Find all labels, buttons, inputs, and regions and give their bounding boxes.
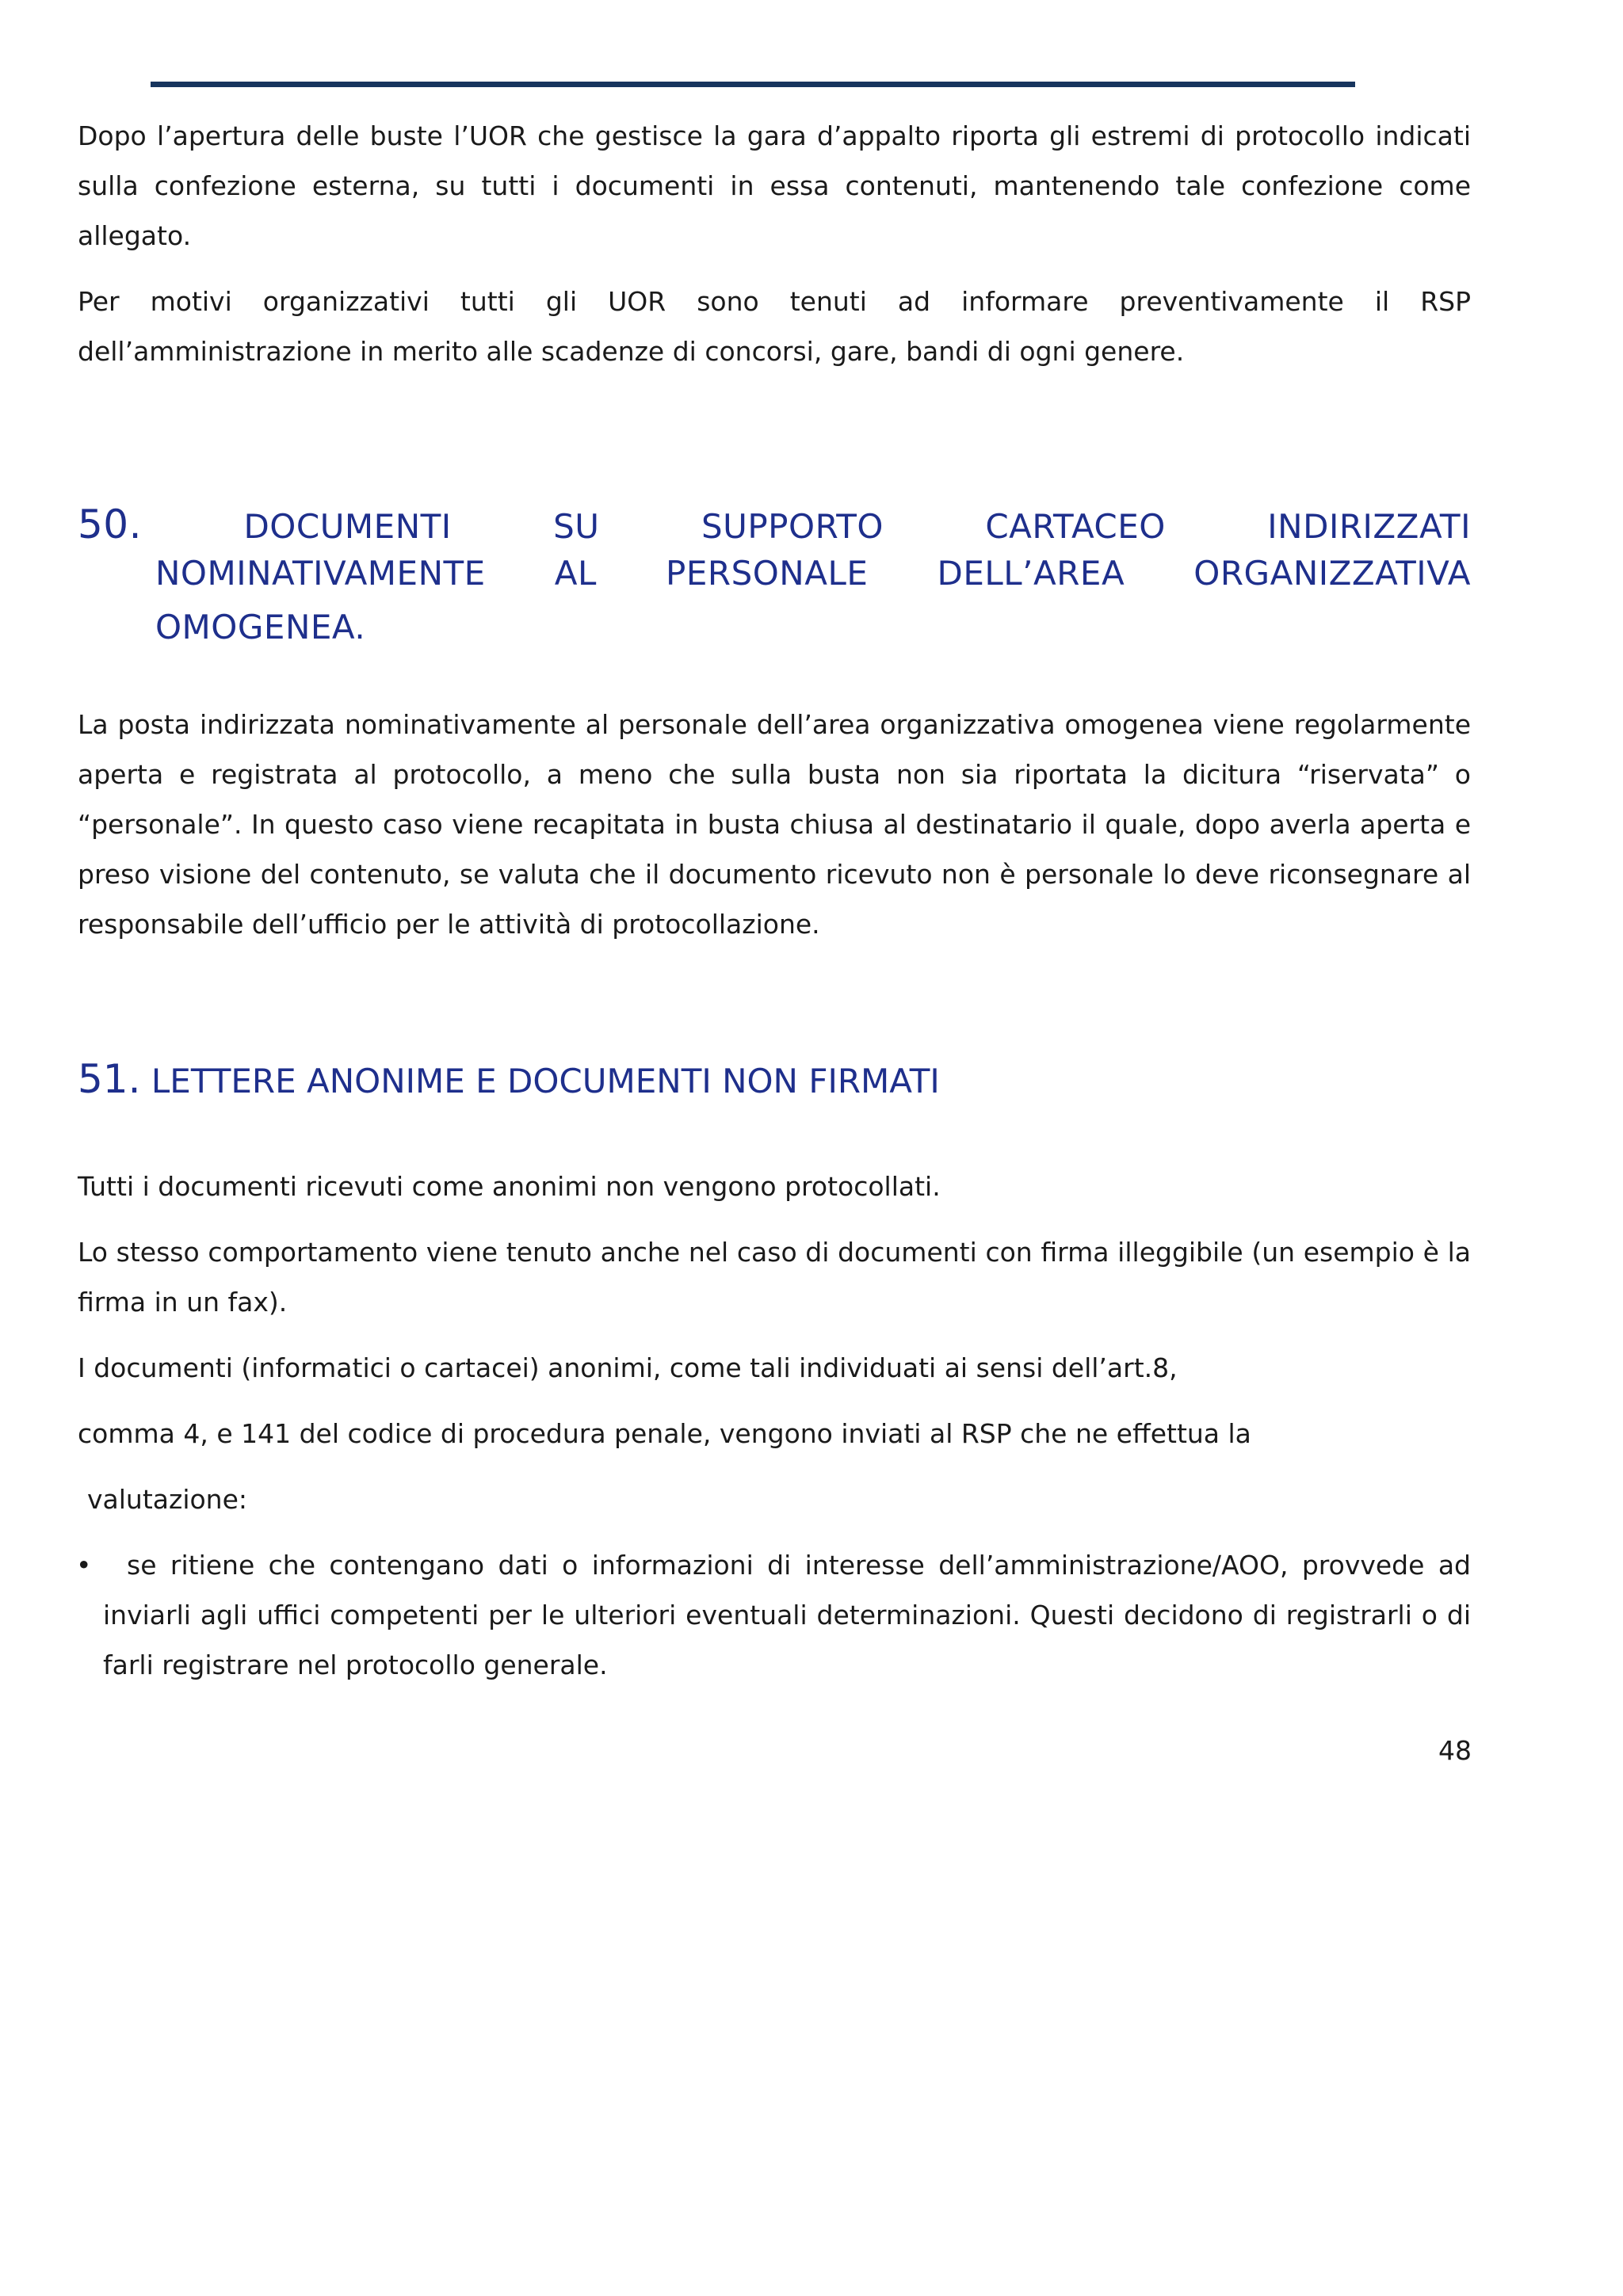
section-50-word: OMOGENEA. — [155, 608, 366, 646]
page-number: 48 — [1438, 1735, 1472, 1766]
section-50-heading-line-2 — [155, 554, 1471, 593]
section-51-paragraph-3: I documenti (informatici o cartacei) anonimi, come tali individuati ai sensi dell’art.8, — [78, 1352, 1178, 1383]
document-body — [78, 111, 1471, 1690]
section-50-word: AL — [554, 554, 597, 593]
section-50-heading — [78, 502, 1471, 668]
section-51-number: 51. — [78, 1056, 141, 1102]
section-51-paragraph-2: Lo stesso comportamento viene tenuto anche nel caso di documenti con firma illeggibile (un esempio è la firma in un fax). — [78, 1237, 1471, 1318]
intro-paragraph-2: Per motivi organizzativi tutti gli UOR sono tenuti ad informare preventivamente il RSP dell’amministrazione in merito alle scadenze di concorsi, gare, bandi di ogni genere. — [78, 286, 1471, 367]
section-51-heading — [78, 1056, 1471, 1102]
section-50-word: INDIRIZZATI — [1267, 507, 1471, 546]
intro-paragraph-1: Dopo l’apertura delle buste l’UOR che gestisce la gara d’appalto riporta gli estremi di protocollo indicati sulla confezione esterna, su tutti i documenti in essa contenuti, mantenendo tale confezione come allegato. — [78, 120, 1471, 251]
top-rule — [151, 82, 1355, 87]
section-51-paragraph-1: Tutti i documenti ricevuti come anonimi non vengono protocollati. — [78, 1171, 941, 1202]
list-item — [78, 1540, 1471, 1690]
section-50-body: La posta indirizzata nominativamente al personale dell’area organizzativa omogenea viene regolarmente aperta e registrata al protocollo, a meno che sulla busta non sia riportata la dicitura “riservata” o “personale”. In questo caso viene recapitata in busta chiusa al destinatario il quale, dopo averla aperta e preso visione del contenuto, se valuta che il documento ricevuto non è personale lo deve riconsegnare al responsabile dell’ufficio per le attività di protocollazione. — [78, 709, 1471, 940]
section-50-heading-line-3 — [155, 608, 365, 646]
list-item-text: se ritiene che contengano dati o informazioni di interesse dell’amministrazione/AOO, provvede ad inviarli agli uffici competenti per le ulteriori eventuali determinazioni. Questi decidono di registrarli o di farli registrare nel protocollo generale. — [103, 1550, 1471, 1680]
section-51-paragraph-5: valutazione: — [87, 1484, 248, 1515]
section-51-paragraph-4: comma 4, e 141 del codice di procedura penale, vengono inviati al RSP che ne effettua la — [78, 1418, 1251, 1449]
section-50-word: SU — [553, 507, 600, 546]
section-50-word: ORGANIZZATIVA — [1193, 554, 1471, 593]
section-50-word: NOMINATIVAMENTE — [155, 554, 486, 593]
bullet-icon: • — [76, 1550, 92, 1581]
section-50-heading-line-1 — [78, 502, 1471, 547]
section-50-word: PERSONALE — [666, 554, 869, 593]
section-50-word: DOCUMENTI — [243, 507, 452, 546]
section-51-title: LETTERE ANONIME E DOCUMENTI NON FIRMATI — [151, 1062, 940, 1100]
section-50-word: DELL’AREA — [937, 554, 1125, 593]
section-50-word: SUPPORTO — [701, 507, 884, 546]
section-50-number: 50. — [78, 502, 143, 547]
section-50-word: CARTACEO — [985, 507, 1166, 546]
